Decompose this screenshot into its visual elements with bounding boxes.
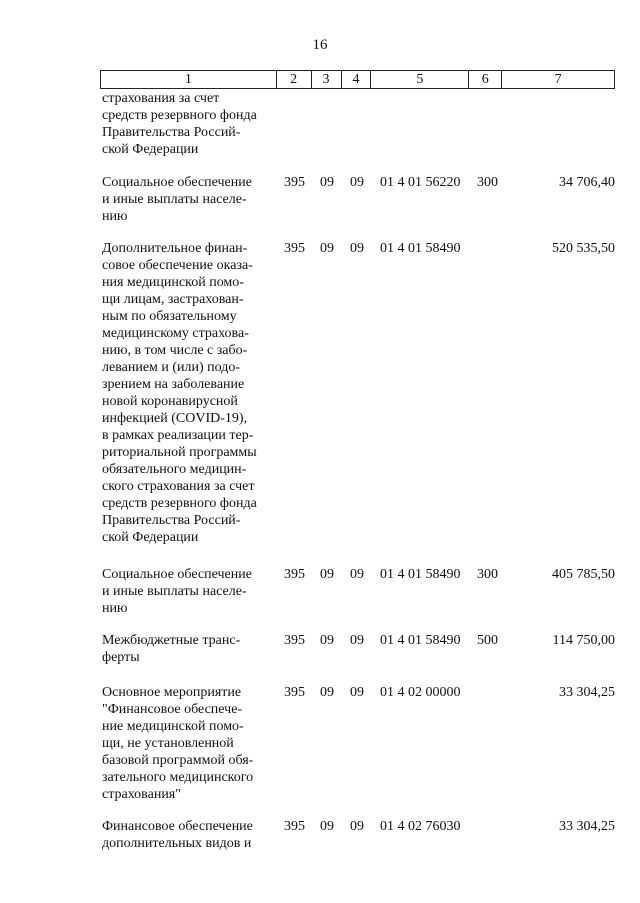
row-name-line: страхования" xyxy=(102,787,181,802)
row-name-line: ным по обязательному xyxy=(102,309,237,324)
row-name-line: ского страхования за счет xyxy=(102,479,255,494)
header-col-5: 5 xyxy=(371,71,469,89)
row-name xyxy=(102,90,272,158)
row-target-code: 01 4 01 58490 xyxy=(380,567,461,582)
row-name-line: страхования за счет xyxy=(102,91,220,106)
table-header xyxy=(100,70,615,89)
row-name-line: Дополнительное финан- xyxy=(102,241,248,256)
row-subsection: 09 xyxy=(350,567,364,582)
row-code: 395 xyxy=(284,685,305,700)
row-name-line: ской Федерации xyxy=(102,142,199,157)
row-amount: 405 785,50 xyxy=(552,567,615,582)
row-section: 09 xyxy=(320,241,334,256)
row-expense-type: 300 xyxy=(477,175,498,190)
row-expense-type: 500 xyxy=(477,633,498,648)
row-amount: 520 535,50 xyxy=(552,241,615,256)
row-name-line: Финансовое обеспечение xyxy=(102,819,253,834)
row-target-code: 01 4 01 56220 xyxy=(380,175,461,190)
row-name-line: инфекцией (COVID-19), xyxy=(102,411,248,426)
row-amount: 34 706,40 xyxy=(559,175,615,190)
row-target-code: 01 4 02 76030 xyxy=(380,819,461,834)
row-name-line: нию, в том числе с забо- xyxy=(102,343,248,358)
row-name-line: дополнительных видов и xyxy=(102,836,252,851)
row-subsection: 09 xyxy=(350,175,364,190)
row-code: 395 xyxy=(284,633,305,648)
row-name-line: леванием и (или) подо- xyxy=(102,360,241,375)
row-subsection: 09 xyxy=(350,819,364,834)
row-name-line: в рамках реализации тер- xyxy=(102,428,254,443)
row-target-code: 01 4 01 58490 xyxy=(380,633,461,648)
row-expense-type: 300 xyxy=(477,567,498,582)
header-col-6: 6 xyxy=(469,71,502,89)
row-name xyxy=(102,566,272,617)
row-name-line: ния медицинской помо- xyxy=(102,275,244,290)
row-name-line: щи, не установленной xyxy=(102,736,234,751)
row-code: 395 xyxy=(284,819,305,834)
row-name-line: щи лицам, застрахован- xyxy=(102,292,244,307)
row-name-line: медицинскому страхова- xyxy=(102,326,249,341)
row-code: 395 xyxy=(284,241,305,256)
row-name-line: совое обеспечение оказа- xyxy=(102,258,253,273)
row-name-line: средств резервного фонда xyxy=(102,108,257,123)
row-name-line: новой коронавирусной xyxy=(102,394,238,409)
header-col-3: 3 xyxy=(311,71,341,89)
row-amount: 33 304,25 xyxy=(559,819,615,834)
row-name-line: средств резервного фонда xyxy=(102,496,257,511)
row-amount: 114 750,00 xyxy=(552,633,615,648)
row-name-line: ние медицинской помо- xyxy=(102,719,244,734)
row-subsection: 09 xyxy=(350,241,364,256)
row-target-code: 01 4 02 00000 xyxy=(380,685,461,700)
row-name-line: и иные выплаты населе- xyxy=(102,192,247,207)
row-section: 09 xyxy=(320,633,334,648)
row-name-line: базовой программой обя- xyxy=(102,753,254,768)
row-code: 395 xyxy=(284,567,305,582)
row-code: 395 xyxy=(284,175,305,190)
page-number: 16 xyxy=(312,37,328,53)
row-section: 09 xyxy=(320,819,334,834)
row-name-line: Правительства Россий- xyxy=(102,125,241,140)
row-name xyxy=(102,174,272,225)
row-name-line: риториальной программы xyxy=(102,445,257,460)
row-target-code: 01 4 01 58490 xyxy=(380,241,461,256)
row-name-line: "Финансовое обеспече- xyxy=(102,702,243,717)
row-name-line: зательного медицинского xyxy=(102,770,254,785)
row-name-line: и иные выплаты населе- xyxy=(102,584,247,599)
row-name xyxy=(102,240,272,546)
header-col-1: 1 xyxy=(101,71,277,89)
row-name-line: зрением на заболевание xyxy=(102,377,245,392)
header-col-4: 4 xyxy=(341,71,371,89)
header-col-7: 7 xyxy=(502,71,615,89)
row-name-line: нию xyxy=(102,209,128,224)
row-subsection: 09 xyxy=(350,685,364,700)
row-name-line: Межбюджетные транс- xyxy=(102,633,241,648)
row-name-line: ской Федерации xyxy=(102,530,199,545)
header-col-2: 2 xyxy=(276,71,311,89)
row-name xyxy=(102,632,272,666)
row-name-line: обязательного медицин- xyxy=(102,462,247,477)
row-name xyxy=(102,818,272,852)
row-subsection: 09 xyxy=(350,633,364,648)
row-name-line: нию xyxy=(102,601,128,616)
row-name-line: Социальное обеспечение xyxy=(102,175,252,190)
row-name-line: ферты xyxy=(102,650,140,665)
row-section: 09 xyxy=(320,567,334,582)
row-name-line: Правительства Россий- xyxy=(102,513,241,528)
row-amount: 33 304,25 xyxy=(559,685,615,700)
row-name-line: Основное мероприятие xyxy=(102,685,242,700)
row-name-line: Социальное обеспечение xyxy=(102,567,252,582)
row-section: 09 xyxy=(320,175,334,190)
row-section: 09 xyxy=(320,685,334,700)
row-name xyxy=(102,684,272,803)
